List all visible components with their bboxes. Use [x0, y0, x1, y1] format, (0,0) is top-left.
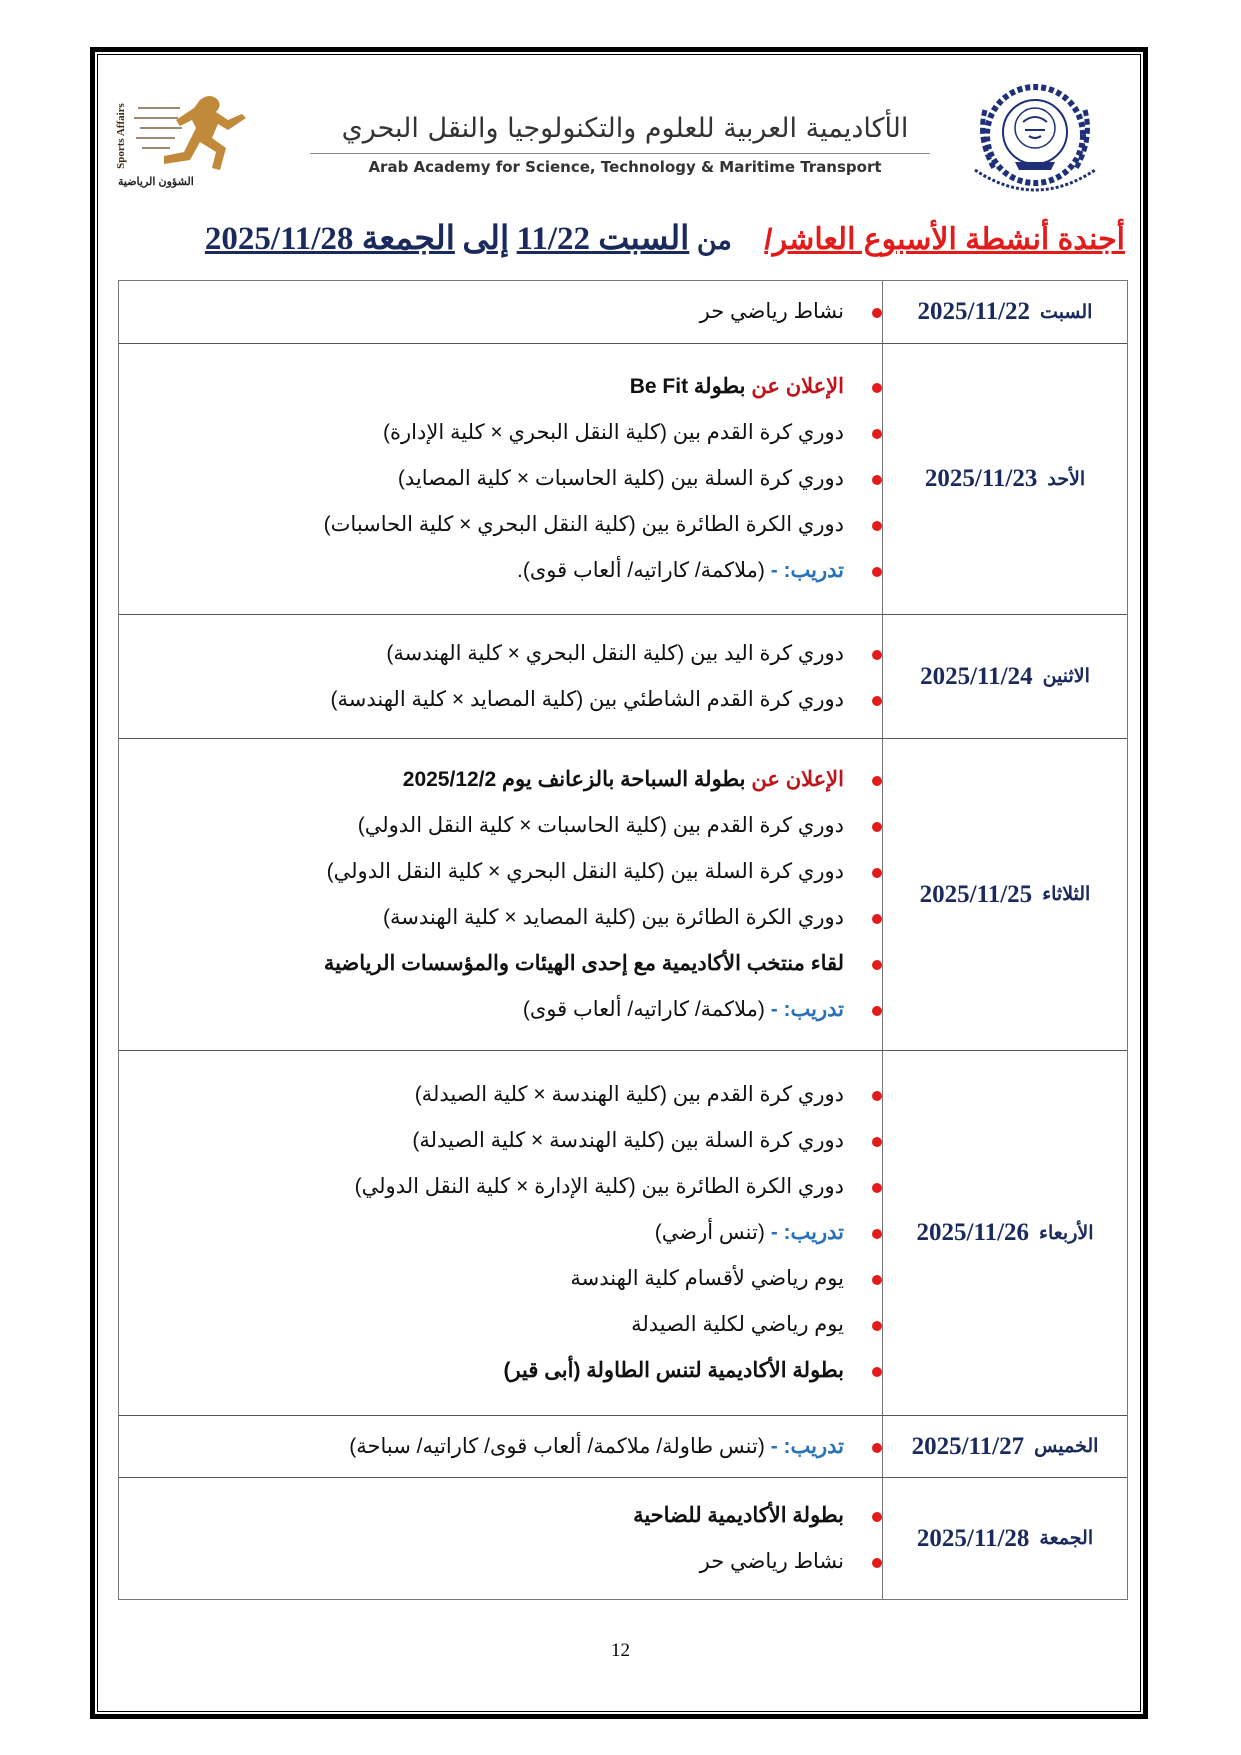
- academy-name-english: Arab Academy for Science, Technology & Maritime Transport: [368, 158, 882, 176]
- day-date: 2025/11/22: [917, 298, 1031, 325]
- activity-text: دوري كرة القدم الشاطئي بين (كلية المصايد × كلية الهندسة): [330, 687, 844, 711]
- day-cell: [882, 1478, 1127, 1599]
- bullet-icon: [872, 308, 882, 318]
- activity-text: دوري الكرة الطائرة بين (كلية المصايد × كلية الهندسة): [383, 905, 844, 929]
- activities-cell: [119, 344, 882, 614]
- day-cell: [882, 344, 1127, 614]
- activity-text: دوري كرة القدم بين (كلية النقل البحري × كلية الإدارة): [383, 421, 844, 444]
- activity-item: [129, 895, 844, 941]
- activity-item: [129, 757, 844, 803]
- title-to-date: الجمعة 2025/11/28: [204, 221, 455, 257]
- activity-item: [129, 410, 844, 456]
- agenda-row: [119, 281, 1127, 343]
- letterhead: [110, 85, 1140, 200]
- day-name: الخميس: [1034, 1436, 1099, 1457]
- activity-item: [129, 1539, 844, 1585]
- title-date-range: [204, 221, 732, 257]
- day-date: 2025/11/23: [924, 465, 1038, 492]
- day-name: الاثنين: [1042, 666, 1090, 687]
- activity-text: (ملاكمة/ كاراتيه/ ألعاب قوى): [522, 997, 765, 1021]
- activity-item: [129, 1118, 844, 1164]
- training-label: تدريب: -: [770, 559, 844, 582]
- announcement-label: الإعلان عن: [751, 767, 844, 791]
- activity-text: دوري كرة القدم بين (كلية الهندسة × كلية الصيدلة): [414, 1083, 844, 1106]
- activities-cell: [119, 615, 882, 738]
- activity-text: نشاط رياضي حر: [699, 1549, 844, 1573]
- activity-item: [129, 849, 844, 895]
- bullet-icon: [872, 429, 882, 439]
- activity-text: دوري كرة اليد بين (كلية النقل البحري × كلية الهندسة): [386, 641, 844, 665]
- agenda-row: [119, 1415, 1127, 1477]
- bullet-icon: [872, 1558, 882, 1568]
- activity-text: دوري الكرة الطائرة بين (كلية النقل البحري × كلية الحاسبات): [323, 513, 844, 536]
- sports-logo-ar-text: الشؤون الرياضية: [118, 176, 194, 188]
- title-prefix: من: [696, 225, 732, 255]
- header-divider: [310, 153, 930, 154]
- bullet-icon: [872, 567, 882, 577]
- activity-text: لقاء منتخب الأكاديمية مع إحدى الهيئات والمؤسسات الرياضية: [323, 951, 844, 975]
- bullet-icon: [872, 1229, 882, 1239]
- training-label: تدريب: -: [770, 997, 844, 1021]
- bullet-icon: [872, 383, 882, 393]
- day-cell: [882, 1416, 1127, 1477]
- day-name: الأحد: [1047, 468, 1086, 490]
- academy-seal-icon: [945, 80, 1110, 200]
- agenda-table: [118, 280, 1128, 1600]
- day-date: 2025/11/25: [919, 880, 1033, 908]
- bullet-icon: [872, 822, 882, 832]
- activities-cell: [119, 739, 882, 1050]
- activity-item: [129, 987, 844, 1033]
- agenda-row: [119, 738, 1127, 1050]
- activity-item: [129, 456, 844, 502]
- activity-text: دوري كرة السلة بين (كلية الهندسة × كلية الصيدلة): [412, 1129, 844, 1152]
- activity-text: بطولة الأكاديمية للضاحية: [633, 1503, 844, 1527]
- day-cell: [882, 739, 1127, 1050]
- activity-text: دوري كرة القدم بين (كلية الحاسبات × كلية النقل الدولي): [357, 813, 844, 837]
- day-date: 2025/11/26: [916, 1219, 1030, 1246]
- activity-text: دوري الكرة الطائرة بين (كلية الإدارة × كلية النقل الدولي): [354, 1175, 844, 1198]
- bullet-icon: [872, 521, 882, 531]
- activity-item: [129, 1302, 844, 1348]
- title-from-date: السبت 11/22: [516, 221, 690, 257]
- activity-item: [129, 1424, 844, 1470]
- announcement-label: الإعلان عن: [751, 375, 844, 398]
- day-name: السبت: [1040, 301, 1093, 323]
- day-cell: [882, 281, 1127, 343]
- activity-item: [129, 502, 844, 548]
- activity-item: [129, 1072, 844, 1118]
- bullet-icon: [872, 696, 882, 706]
- activities-cell: [119, 1478, 882, 1599]
- day-name: الثلاثاء: [1042, 884, 1091, 905]
- runner-icon: [130, 90, 260, 180]
- activity-item: [129, 1348, 844, 1394]
- title-mid: إلى: [462, 221, 510, 257]
- bullet-icon: [872, 868, 882, 878]
- day-name: الأربعاء: [1039, 1222, 1094, 1244]
- activities-cell: [119, 1416, 882, 1477]
- sports-logo-en-text: Sports Affairs: [114, 103, 127, 169]
- activity-text: دوري كرة السلة بين (كلية الحاسبات × كلية المصايد): [397, 467, 844, 490]
- day-date: 2025/11/24: [920, 662, 1033, 690]
- page-title: [120, 218, 1125, 258]
- bullet-icon: [872, 960, 882, 970]
- agenda-row: [119, 1050, 1127, 1415]
- day-cell: [882, 1051, 1127, 1415]
- bullet-icon: [872, 1091, 882, 1101]
- activity-item: [129, 1256, 844, 1302]
- bullet-icon: [872, 1275, 882, 1285]
- academy-name-arabic: الأكاديمية العربية للعلوم والتكنولوجيا والنقل البحري: [341, 113, 909, 144]
- page-number: 12: [611, 1640, 630, 1661]
- bullet-icon: [872, 1006, 882, 1016]
- agenda-row: [119, 343, 1127, 614]
- activity-text: نشاط رياضي حر: [699, 300, 844, 323]
- activity-text: (تنس أرضي): [654, 1221, 765, 1244]
- bullet-icon: [872, 1321, 882, 1331]
- activity-item: [129, 631, 844, 677]
- bullet-icon: [872, 914, 882, 924]
- activity-text: (تنس طاولة/ ملاكمة/ ألعاب قوى/ كاراتيه/ سباحة): [349, 1434, 765, 1458]
- bullet-icon: [872, 1443, 882, 1453]
- bullet-icon: [872, 1183, 882, 1193]
- day-date: 2025/11/27: [911, 1432, 1025, 1460]
- agenda-row: [119, 1477, 1127, 1599]
- activity-item: [129, 1493, 844, 1539]
- day-cell: [882, 615, 1127, 738]
- activity-item: [129, 941, 844, 987]
- activity-item: [129, 1164, 844, 1210]
- activity-item: [129, 364, 844, 410]
- bullet-icon: [872, 1512, 882, 1522]
- training-label: تدريب: -: [770, 1434, 844, 1458]
- activity-text: يوم رياضي لأقسام كلية الهندسة: [570, 1267, 844, 1290]
- activity-text: يوم رياضي لكلية الصيدلة: [631, 1313, 844, 1336]
- activity-item: [129, 289, 844, 335]
- title-week-agenda: أجندة أنشطة الأسبوع العاشر/: [764, 223, 1125, 256]
- day-name: الجمعة: [1039, 1528, 1094, 1549]
- activity-text: بطولة الأكاديمية لتنس الطاولة (أبى قير): [503, 1359, 844, 1382]
- activities-cell: [119, 1051, 882, 1415]
- bullet-icon: [872, 1367, 882, 1377]
- activity-item: [129, 803, 844, 849]
- activity-text: دوري كرة السلة بين (كلية النقل البحري × كلية النقل الدولي): [326, 859, 844, 883]
- activity-item: [129, 1210, 844, 1256]
- activity-item: [129, 677, 844, 723]
- activity-item: [129, 548, 844, 594]
- bullet-icon: [872, 776, 882, 786]
- activity-text: بطولة Be Fit: [629, 375, 746, 398]
- sports-affairs-logo: [110, 90, 270, 200]
- activity-text: (ملاكمة/ كاراتيه/ ألعاب قوى).: [517, 559, 765, 582]
- academy-seal-logo: [945, 80, 1110, 200]
- bullet-icon: [872, 650, 882, 660]
- activity-text: بطولة السباحة بالزعانف يوم 2025/12/2: [402, 767, 746, 791]
- activities-cell: [119, 281, 882, 343]
- bullet-icon: [872, 1137, 882, 1147]
- bullet-icon: [872, 475, 882, 485]
- training-label: تدريب: -: [770, 1221, 844, 1244]
- day-date: 2025/11/28: [916, 1524, 1030, 1552]
- agenda-row: [119, 614, 1127, 738]
